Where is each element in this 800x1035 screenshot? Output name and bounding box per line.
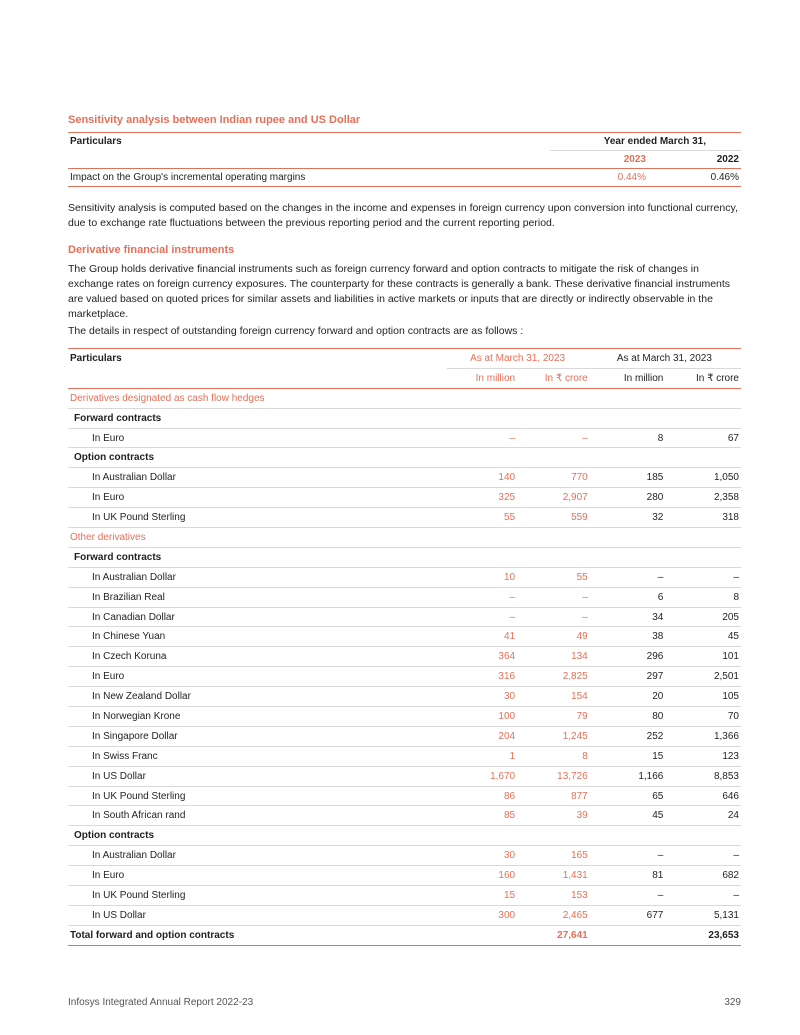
row-label: In South African rand [68, 806, 447, 826]
cell-million-current [447, 448, 515, 468]
cell-crore-current: 165 [515, 846, 588, 866]
cell-million-previous [588, 528, 664, 548]
cell-million-current: 1 [447, 746, 515, 766]
cell-million-current: 300 [447, 905, 515, 925]
row-label: In UK Pound Sterling [68, 886, 447, 906]
cell-crore-previous: 101 [663, 647, 741, 667]
table-row [68, 806, 741, 826]
cell-crore-current: 2,465 [515, 905, 588, 925]
cell-crore-current [515, 528, 588, 548]
cell-million-current: 86 [447, 786, 515, 806]
table-row [68, 647, 741, 667]
cell-crore-current: 55 [515, 567, 588, 587]
table-row [68, 866, 741, 886]
table-row [68, 826, 741, 846]
cell-crore-current: 2,825 [515, 667, 588, 687]
cell-million-current: 85 [447, 806, 515, 826]
table-row [68, 786, 741, 806]
cell-million-current: 140 [447, 468, 515, 488]
cell-million-current [447, 408, 515, 428]
cell-million-current: 325 [447, 488, 515, 508]
table-row [68, 547, 741, 567]
sensitivity-year-current: 2023 [550, 151, 666, 169]
section-label: Derivatives designated as cash flow hedges [68, 388, 447, 408]
cell-crore-previous [663, 547, 741, 567]
row-label: In Australian Dollar [68, 567, 447, 587]
cell-million-current: 100 [447, 707, 515, 727]
table-row [68, 846, 741, 866]
sensitivity-row-previous: 0.46% [666, 169, 741, 187]
cell-crore-previous [663, 448, 741, 468]
cell-crore-current: 49 [515, 627, 588, 647]
table-row [68, 687, 741, 707]
cell-crore-previous: – [663, 886, 741, 906]
row-label: In Singapore Dollar [68, 726, 447, 746]
cell-crore-previous: 70 [663, 707, 741, 727]
derivatives-table [68, 348, 741, 946]
subhead-label: Option contracts [68, 448, 447, 468]
table-group-current: As at March 31, 2023 [447, 349, 587, 369]
cell-million-previous: 15 [588, 746, 664, 766]
cell-crore-current [515, 448, 588, 468]
table-row [68, 528, 741, 548]
cell-million-previous: 81 [588, 866, 664, 886]
table-row [68, 428, 741, 448]
cell-million-previous [588, 448, 664, 468]
cell-million-previous: 1,166 [588, 766, 664, 786]
cell-crore-current: 1,245 [515, 726, 588, 746]
cell-crore-previous: 105 [663, 687, 741, 707]
table-sub-million-current: In million [447, 368, 515, 388]
footer-page-number: 329 [724, 997, 741, 1008]
cell-million-previous: – [588, 886, 664, 906]
cell-million-current [447, 388, 515, 408]
cell-million-current: 204 [447, 726, 515, 746]
table-row [68, 408, 741, 428]
cell-crore-current [515, 826, 588, 846]
cell-million-current: 10 [447, 567, 515, 587]
cell-million-previous: 34 [588, 607, 664, 627]
cell-million-previous: 677 [588, 905, 664, 925]
cell-million-previous: 185 [588, 468, 664, 488]
cell-million-current: 160 [447, 866, 515, 886]
table-row [68, 567, 741, 587]
cell-crore-previous: 318 [663, 508, 741, 528]
cell-crore-previous [663, 408, 741, 428]
cell-million-current: – [447, 607, 515, 627]
sensitivity-table [68, 132, 741, 187]
cell-crore-previous: 1,050 [663, 468, 741, 488]
cell-million-current [447, 528, 515, 548]
footer-report-name: Infosys Integrated Annual Report 2022-23 [68, 997, 254, 1008]
table-row [68, 388, 741, 408]
cell-million-current: 30 [447, 846, 515, 866]
row-label: In Euro [68, 866, 447, 886]
table-row [68, 488, 741, 508]
cell-million-previous [588, 826, 664, 846]
sensitivity-header-particulars: Particulars [68, 133, 550, 151]
cell-crore-previous: 24 [663, 806, 741, 826]
sensitivity-year-previous: 2022 [666, 151, 741, 169]
row-label: In Norwegian Krone [68, 707, 447, 727]
cell-million-previous: 8 [588, 428, 664, 448]
cell-million-previous: 6 [588, 587, 664, 607]
row-label: In US Dollar [68, 905, 447, 925]
cell-million-current: 1,670 [447, 766, 515, 786]
cell-crore-current [515, 388, 588, 408]
cell-million-previous: 45 [588, 806, 664, 826]
table-sub-million-previous: In million [588, 368, 664, 388]
cell-crore-current: 154 [515, 687, 588, 707]
row-label: In Euro [68, 667, 447, 687]
table-group-previous: As at March 31, 2023 [588, 349, 741, 369]
cell-crore-current: 134 [515, 647, 588, 667]
row-label: In Czech Koruna [68, 647, 447, 667]
cell-million-current [447, 826, 515, 846]
cell-million-current: – [447, 587, 515, 607]
table-header-particulars: Particulars [68, 349, 447, 369]
cell-crore-previous: 2,501 [663, 667, 741, 687]
cell-million-previous: 297 [588, 667, 664, 687]
cell-crore-previous [663, 826, 741, 846]
row-label: In Australian Dollar [68, 846, 447, 866]
table-row [68, 587, 741, 607]
cell-crore-current: 2,907 [515, 488, 588, 508]
cell-crore-current [515, 547, 588, 567]
sensitivity-paragraph: Sensitivity analysis is computed based on the changes in the income and expenses in foreign currency upon conversion into functional currency, due to exchange rate fluctuations between the previous reporting period and the current reporting period. [68, 202, 738, 229]
cell-crore-current: 559 [515, 508, 588, 528]
cell-million-previous: 65 [588, 786, 664, 806]
cell-million-current [447, 547, 515, 567]
cell-crore-previous: 205 [663, 607, 741, 627]
row-label: In Euro [68, 488, 447, 508]
row-label: In New Zealand Dollar [68, 687, 447, 707]
cell-million-previous: – [588, 846, 664, 866]
cell-crore-current: 153 [515, 886, 588, 906]
table-sub-crore-current: In ₹ crore [515, 368, 588, 388]
table-row [68, 766, 741, 786]
cell-million-previous: 252 [588, 726, 664, 746]
sensitivity-row-label: Impact on the Group's incremental operating margins [68, 169, 550, 187]
cell-crore-previous: 123 [663, 746, 741, 766]
cell-crore-previous: 45 [663, 627, 741, 647]
derivatives-heading: Derivative financial instruments [68, 244, 235, 256]
cell-crore-current: – [515, 428, 588, 448]
cell-crore-previous: 8,853 [663, 766, 741, 786]
cell-million-current: 41 [447, 627, 515, 647]
row-label: In Swiss Franc [68, 746, 447, 766]
cell-million-previous [588, 408, 664, 428]
subhead-label: Forward contracts [68, 408, 447, 428]
section-label: Other derivatives [68, 528, 447, 548]
sensitivity-row-current: 0.44% [550, 169, 666, 187]
table-row [68, 607, 741, 627]
table-row [68, 707, 741, 727]
cell-million-current: 364 [447, 647, 515, 667]
cell-crore-current: – [515, 587, 588, 607]
cell-crore-current: 8 [515, 746, 588, 766]
row-label: In Euro [68, 428, 447, 448]
cell-crore-previous: 682 [663, 866, 741, 886]
cell-crore-previous [663, 528, 741, 548]
subhead-label: Forward contracts [68, 547, 447, 567]
row-label: In UK Pound Sterling [68, 786, 447, 806]
cell-crore-current: 39 [515, 806, 588, 826]
cell-million-current: 15 [447, 886, 515, 906]
cell-crore-current: 770 [515, 468, 588, 488]
row-label: In Canadian Dollar [68, 607, 447, 627]
row-label: In UK Pound Sterling [68, 508, 447, 528]
table-row [68, 726, 741, 746]
cell-crore-previous: – [663, 567, 741, 587]
table-row [68, 448, 741, 468]
table-sub-crore-previous: In ₹ crore [663, 368, 741, 388]
table-row [68, 886, 741, 906]
row-label: In Brazilian Real [68, 587, 447, 607]
cell-crore-current: – [515, 607, 588, 627]
cell-million-current: 55 [447, 508, 515, 528]
total-previous: 23,653 [663, 925, 741, 945]
table-row [68, 667, 741, 687]
cell-million-previous [588, 547, 664, 567]
row-label: In Australian Dollar [68, 468, 447, 488]
cell-million-previous: 32 [588, 508, 664, 528]
cell-crore-current: 1,431 [515, 866, 588, 886]
table-row [68, 746, 741, 766]
cell-crore-current [515, 408, 588, 428]
cell-crore-previous: 646 [663, 786, 741, 806]
total-current: 27,641 [515, 925, 588, 945]
cell-crore-previous: – [663, 846, 741, 866]
table-row [68, 468, 741, 488]
cell-million-current: – [447, 428, 515, 448]
cell-crore-previous: 67 [663, 428, 741, 448]
table-row [68, 905, 741, 925]
derivatives-paragraph: The Group holds derivative financial instruments such as foreign currency forward and option contracts to mitigate the risk of changes in exchange rates on foreign currency exposures. The counterparty for these contracts is generally a bank. These derivative financial instruments are valued based on quoted prices for similar assets and liabilities in active markets or inputs that are directly or indirectly observable in the marketplace. [68, 263, 731, 320]
cell-crore-current: 877 [515, 786, 588, 806]
cell-crore-previous [663, 388, 741, 408]
cell-million-previous [588, 388, 664, 408]
table-row [68, 627, 741, 647]
cell-crore-previous: 5,131 [663, 905, 741, 925]
sensitivity-header-period: Year ended March 31, [550, 133, 741, 151]
cell-crore-current: 79 [515, 707, 588, 727]
cell-million-current: 316 [447, 667, 515, 687]
table-row [68, 508, 741, 528]
cell-million-previous: 80 [588, 707, 664, 727]
cell-million-previous: 38 [588, 627, 664, 647]
cell-million-previous: 296 [588, 647, 664, 667]
cell-million-previous: 280 [588, 488, 664, 508]
cell-million-current: 30 [447, 687, 515, 707]
cell-crore-previous: 8 [663, 587, 741, 607]
subhead-label: Option contracts [68, 826, 447, 846]
cell-million-previous: 20 [588, 687, 664, 707]
row-label: In US Dollar [68, 766, 447, 786]
total-label: Total forward and option contracts [68, 925, 447, 945]
cell-crore-previous: 2,358 [663, 488, 741, 508]
sensitivity-heading: Sensitivity analysis between Indian rupee and US Dollar [68, 114, 361, 126]
table-body [68, 388, 741, 925]
cell-million-previous: – [588, 567, 664, 587]
cell-crore-previous: 1,366 [663, 726, 741, 746]
cell-crore-current: 13,726 [515, 766, 588, 786]
derivatives-intro: The details in respect of outstanding foreign currency forward and option contracts are as follows : [68, 325, 524, 337]
row-label: In Chinese Yuan [68, 627, 447, 647]
